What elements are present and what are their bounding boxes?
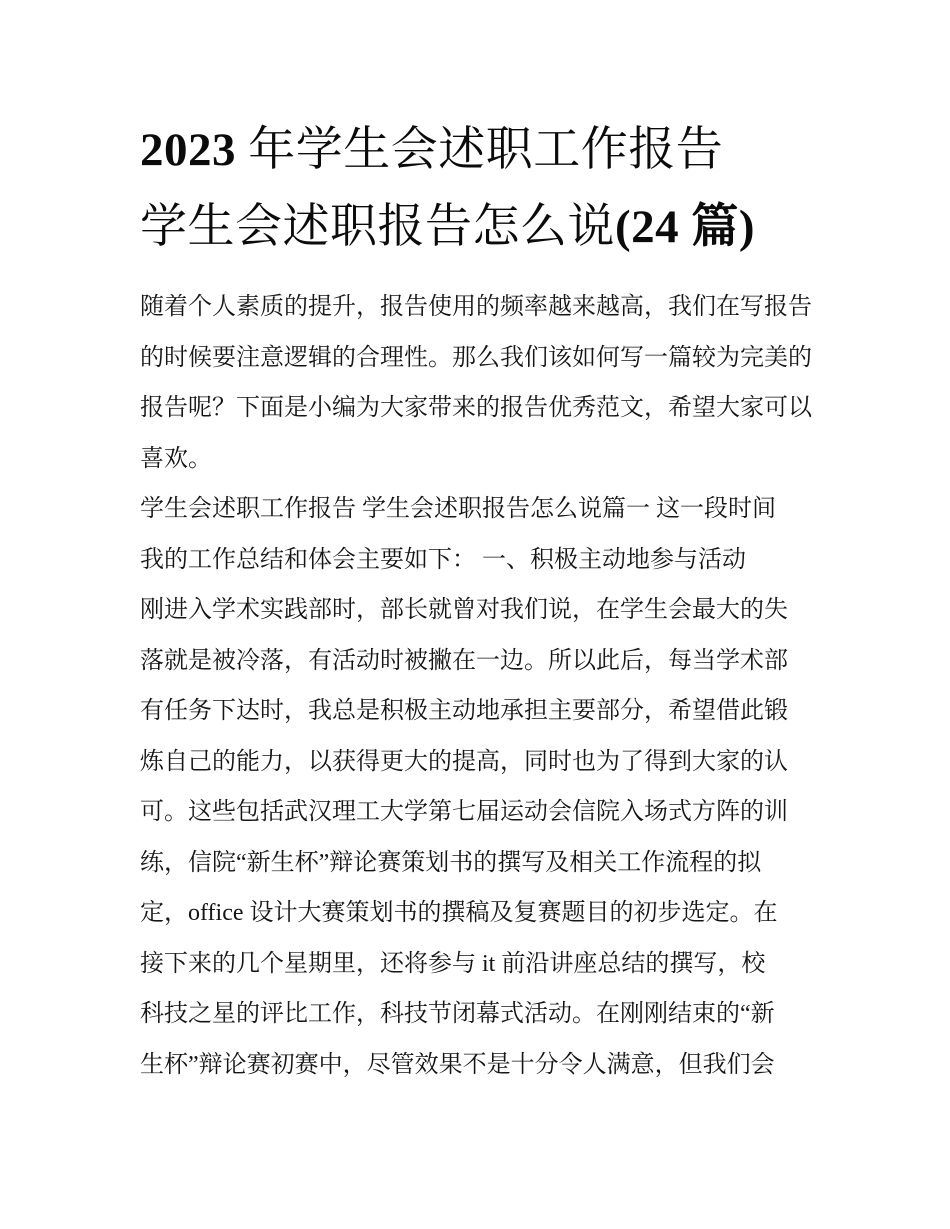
title-paren-open: ( (615, 201, 632, 253)
title-tail: 篇) (691, 201, 756, 253)
title-line-2 (140, 189, 812, 266)
title-line-1-text: 年学生会述职工作报告 (248, 124, 724, 176)
body-line: 生杯”辩论赛初赛中，尽管效果不是十分令人满意，但我们会 (140, 1051, 775, 1078)
body-line: 刚进入学术实践部时，部长就曾对我们说，在学生会最大的失 (140, 597, 788, 623)
document-title (140, 112, 812, 266)
body-line: 接下来的几个星期里，还将参与 it 前沿讲座总结的撰写，校 (140, 950, 766, 977)
intro-paragraph: 随着个人素质的提升，报告使用的频率越来越高，我们在写报告的时候要注意逻辑的合理性。那么我们该如何写一篇较为完美的报告呢？下面是小编为大家带来的报告优秀范文，希望大家可以喜欢。 (140, 294, 812, 472)
body-paragraph (140, 484, 812, 1090)
body-line: 我的工作总结和体会主要如下： 一、积极主动地参与活动 (140, 546, 746, 573)
title-line-1 (140, 112, 812, 189)
title-year: 2023 (140, 124, 236, 176)
title-count: 24 (631, 201, 680, 253)
title-line-2-text: 学生会述职报告怎么说 (140, 201, 615, 253)
body-line: 学生会述职工作报告 学生会述职报告怎么说篇一 这一段时间 (140, 496, 776, 522)
body-line: 练，信院“新生杯”辩论赛策划书的撰写及相关工作流程的拟 (140, 849, 762, 876)
document-content (140, 112, 812, 1090)
body-line: 科技之星的评比工作，科技节闭幕式活动。在刚刚结束的“新 (140, 1001, 775, 1027)
body-line: 定，office 设计大赛策划书的撰稿及复赛题目的初步选定。在 (140, 900, 778, 926)
body-line: 炼自己的能力，以获得更大的提高，同时也为了得到大家的认 (140, 748, 788, 775)
body-line: 有任务下达时，我总是积极主动地承担主要部分，希望借此锻 (140, 698, 788, 724)
body-line: 可。这些包括武汉理工大学第七届运动会信院入场式方阵的训 (140, 799, 788, 825)
body-line: 落就是被冷落，有活动时被撇在一边。所以此后，每当学术部 (140, 647, 788, 674)
